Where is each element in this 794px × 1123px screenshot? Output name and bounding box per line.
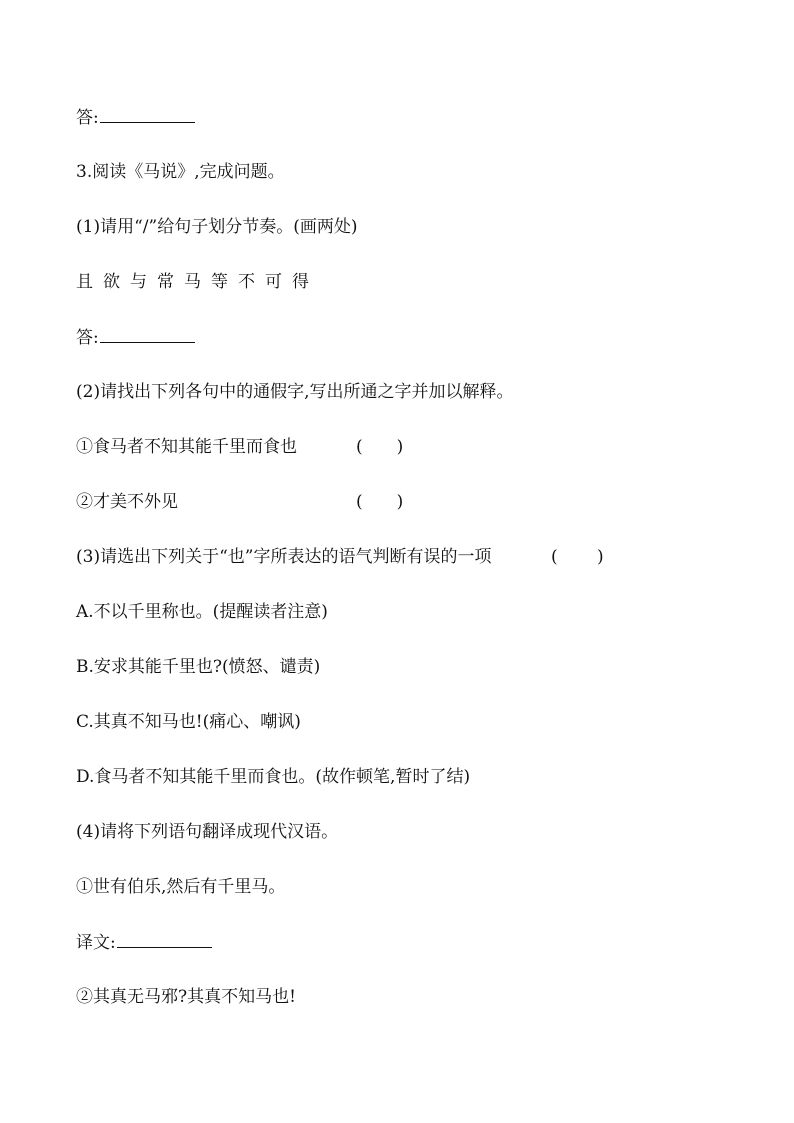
answer-parentheses: ( ) bbox=[551, 547, 604, 567]
question-3-3: (3)请选出下列关于“也”字所表达的语气判断有误的一项 bbox=[76, 547, 492, 567]
answer-label: 答: bbox=[76, 108, 99, 128]
option-b: B.安求其能千里也?(愤怒、谴责) bbox=[76, 657, 321, 677]
answer-parentheses: ( ) bbox=[356, 437, 404, 457]
option-d: D.食马者不知其能千里而食也。(故作顿笔,暂时了结) bbox=[76, 767, 471, 787]
answer-blank bbox=[100, 106, 195, 123]
answer-parentheses: ( ) bbox=[356, 492, 404, 512]
translation-line bbox=[76, 931, 212, 954]
question-3-4-item-2: ②其真无马邪?其真不知马也! bbox=[76, 987, 296, 1007]
question-3-2-item-2: ②才美不外见 bbox=[76, 492, 178, 512]
question-3-1-sentence: 且欲与常马等不可得 bbox=[76, 272, 319, 292]
answer-line-2 bbox=[76, 326, 195, 349]
option-a: A.不以千里称也。(提醒读者注意) bbox=[76, 602, 328, 622]
question-3-2: (2)请找出下列各句中的通假字,写出所通之字并加以解释。 bbox=[76, 382, 514, 402]
answer-label: 答: bbox=[76, 328, 99, 348]
question-3-1: (1)请用“/”给句子划分节奏。(画两处) bbox=[76, 217, 358, 237]
question-3-2-item-1: ①食马者不知其能千里而食也 bbox=[76, 437, 297, 457]
translation-blank bbox=[117, 931, 212, 948]
question-3-4-item-1: ①世有伯乐,然后有千里马。 bbox=[76, 877, 286, 897]
answer-line-1 bbox=[76, 106, 195, 129]
option-c: C.其真不知马也!(痛心、嘲讽) bbox=[76, 712, 301, 732]
answer-blank bbox=[100, 326, 195, 343]
translation-label: 译文: bbox=[76, 933, 116, 953]
question-3-4: (4)请将下列语句翻译成现代汉语。 bbox=[76, 822, 339, 842]
question-3-title: 3.阅读《马说》,完成问题。 bbox=[76, 162, 285, 182]
